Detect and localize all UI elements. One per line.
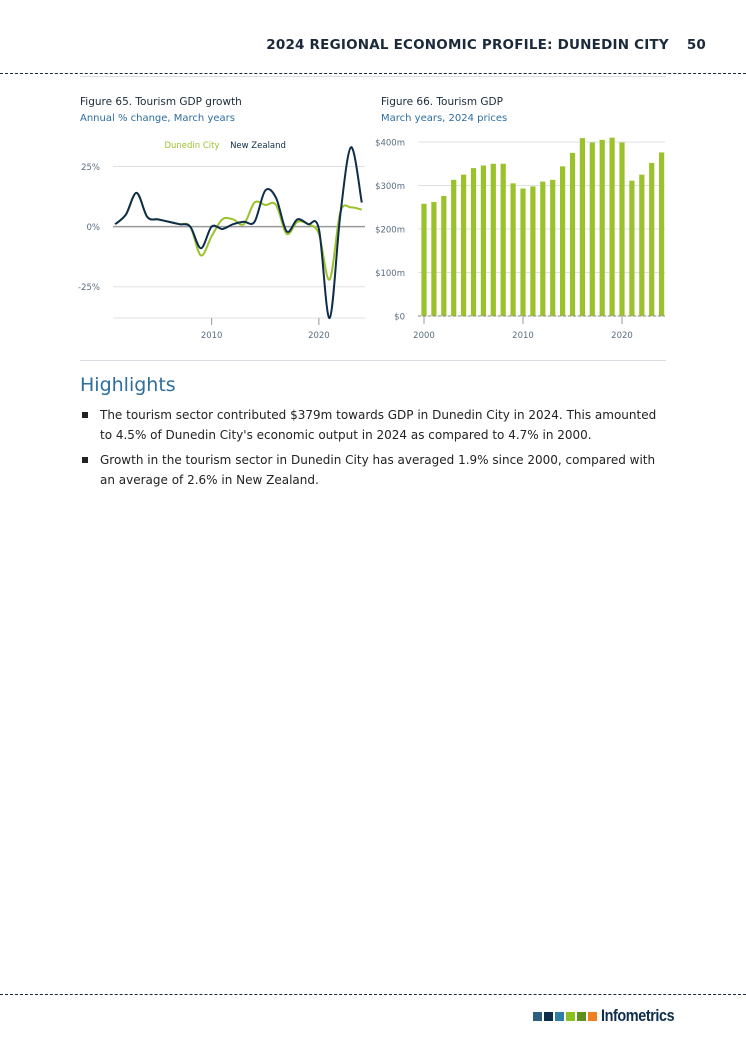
figure-65-title: Figure 65. Tourism GDP growth (80, 96, 242, 108)
legend-dunedin-city: Dunedin City (164, 141, 220, 151)
logo-squares (533, 1012, 599, 1021)
bar-2024 (659, 152, 664, 316)
logo-square (555, 1012, 564, 1021)
bar-2001 (431, 202, 436, 316)
x-tick-label: 2010 (200, 331, 223, 341)
bar-2004 (461, 175, 466, 316)
highlight-item: The tourism sector contributed $379m towards GDP in Dunedin City in 2024. This amounted to 4.5% of Dunedin City's economic output in 2024 as compared to 4.7% in 2000. (80, 405, 670, 445)
y-tick-label: 0% (86, 223, 100, 234)
y-tick-label: $300m (375, 182, 405, 192)
figure-66-title: Figure 66. Tourism GDP (381, 96, 503, 108)
bar-2003 (451, 180, 456, 316)
bar-2008 (501, 164, 506, 316)
bar-2007 (491, 164, 496, 316)
bar-2014 (560, 166, 565, 316)
figure-66-subtitle: March years, 2024 prices (381, 113, 508, 124)
logo-square (566, 1012, 575, 1021)
bar-2005 (471, 168, 476, 316)
series-line-dunedin-city (115, 193, 362, 280)
bar-2002 (441, 196, 446, 316)
y-tick-label: 25% (81, 162, 100, 173)
logo-square (533, 1012, 542, 1021)
bar-2018 (600, 140, 605, 316)
x-tick-label: 2020 (308, 331, 330, 341)
highlight-item: Growth in the tourism sector in Dunedin City has averaged 1.9% since 2000, compared with an average of 2.6% in New Zealand. (80, 450, 670, 490)
report-title: 2024 REGIONAL ECONOMIC PROFILE: DUNEDIN CITY (266, 37, 669, 53)
bar-2006 (481, 165, 486, 316)
bar-2023 (649, 163, 654, 316)
y-tick-label: $0 (394, 312, 405, 323)
x-tick-label: 2010 (512, 331, 534, 341)
bar-2012 (540, 182, 545, 316)
page-number: 50 (686, 37, 706, 53)
x-tick-label: 2020 (611, 331, 633, 341)
highlights-heading: Highlights (80, 374, 176, 396)
bar-2017 (590, 142, 595, 316)
bar-2021 (629, 181, 634, 316)
figures-canvas (0, 0, 746, 380)
y-tick-label: -25% (78, 283, 100, 294)
series-line-new-zealand (115, 147, 362, 318)
highlights-list (80, 405, 670, 495)
y-tick-label: $200m (375, 225, 405, 236)
bar-2011 (530, 186, 535, 316)
figure-65-subtitle: Annual % change, March years (80, 113, 235, 124)
bar-2000 (421, 204, 426, 316)
footer-divider (0, 994, 746, 995)
bar-2015 (570, 153, 575, 316)
bar-2009 (511, 183, 516, 316)
logo-square (577, 1012, 586, 1021)
figure-bottom-rule (80, 360, 666, 361)
legend-new-zealand: New Zealand (230, 141, 286, 151)
logo-square (544, 1012, 553, 1021)
y-tick-label: $100m (375, 269, 405, 279)
bar-2022 (639, 175, 644, 316)
bar-2020 (619, 142, 624, 316)
bar-2013 (550, 180, 555, 316)
logo-square (588, 1012, 597, 1021)
bar-2010 (520, 189, 525, 316)
y-tick-label: $400m (375, 138, 405, 149)
bar-2016 (580, 138, 585, 316)
bar-2019 (610, 138, 615, 316)
infometrics-logo (533, 1006, 687, 1026)
logo-text: Infometrics (601, 1006, 675, 1025)
x-tick-label: 2000 (413, 331, 435, 341)
